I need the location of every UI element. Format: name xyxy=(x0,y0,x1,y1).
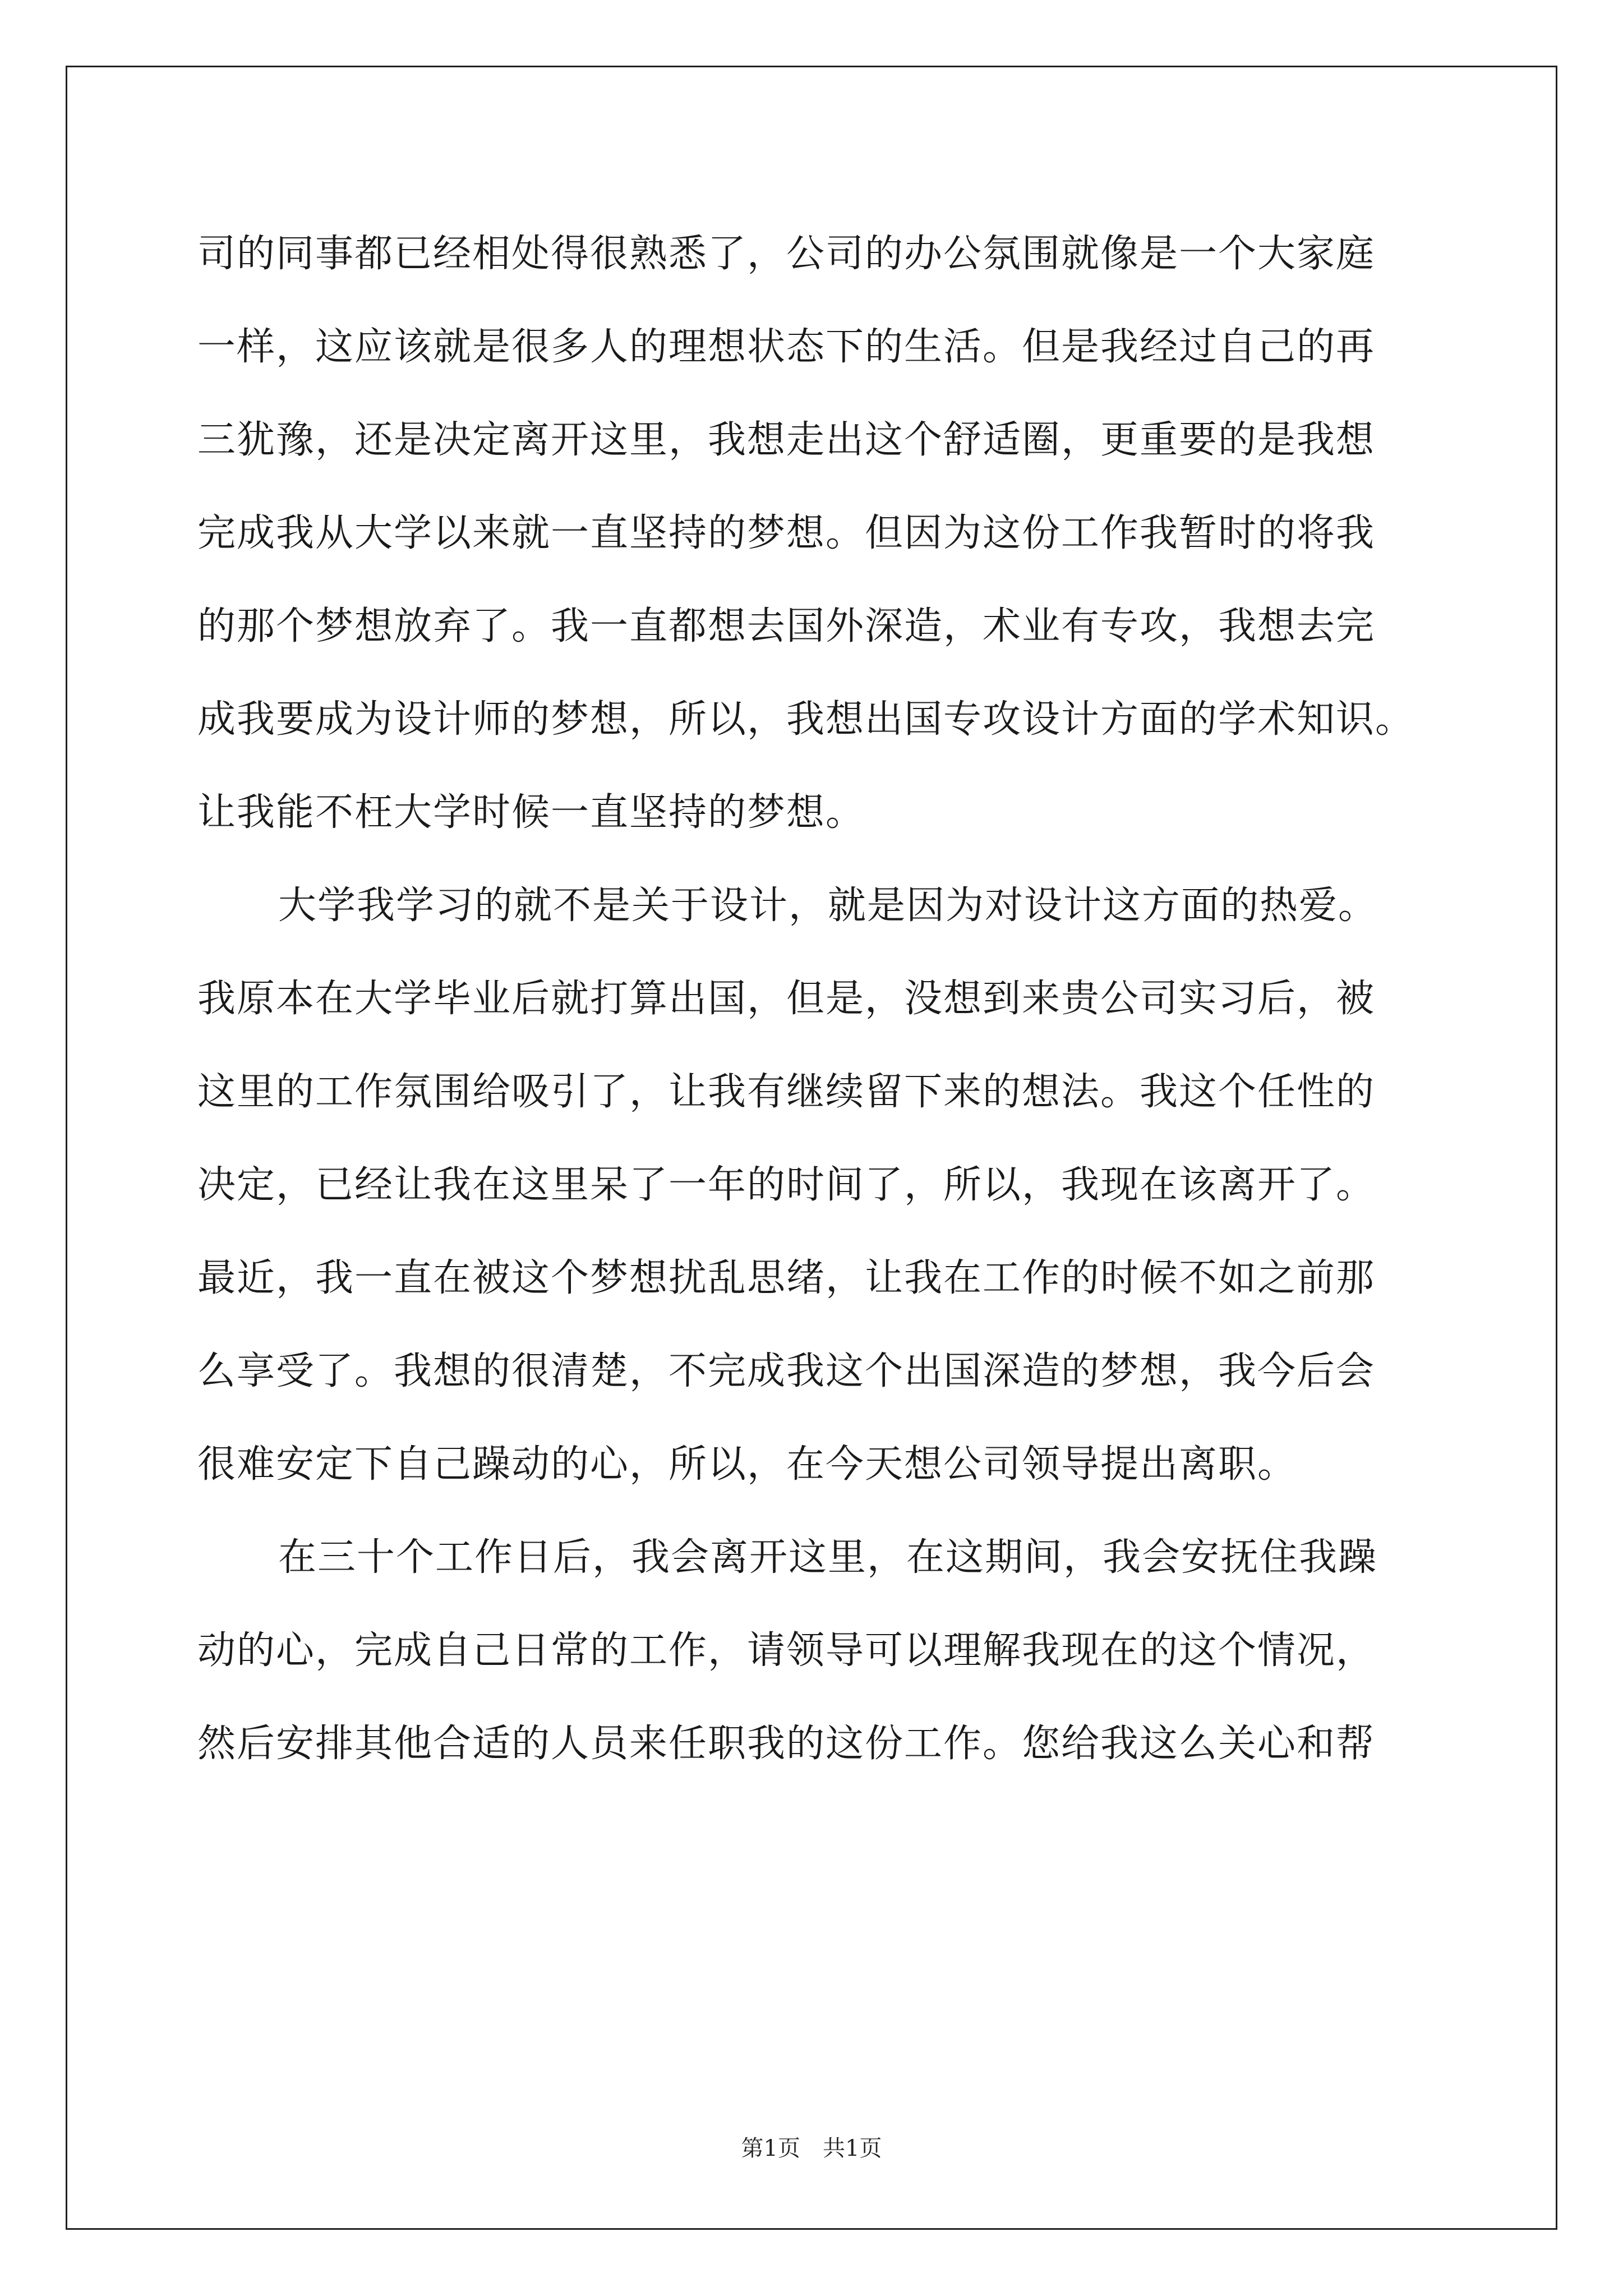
text-line: 三犹豫，还是决定离开这里，我想走出这个舒适圈，更重要的是我想 xyxy=(197,418,1376,462)
text-line: 的那个梦想放弃了。我一直都想去国外深造，术业有专攻，我想去完 xyxy=(197,604,1376,648)
page-footer: 第1页 共1页 xyxy=(741,2136,882,2161)
text-line: 一样，这应该就是很多人的理想状态下的生活。但是我经过自己的再 xyxy=(197,325,1376,369)
text-line: 然后安排其他合适的人员来任职我的这份工作。您给我这么关心和帮 xyxy=(197,1722,1376,1766)
text-line: 成我要成为设计师的梦想，所以，我想出国专攻设计方面的学术知识。 xyxy=(197,697,1415,742)
text-line: 完成我从大学以来就一直坚持的梦想。但因为这份工作我暂时的将我 xyxy=(197,511,1376,555)
text-line: 决定，已经让我在这里呆了一年的时间了，所以，我现在该离开了。 xyxy=(197,1163,1376,1207)
text-line: 我原本在大学毕业后就打算出国，但是，没想到来贵公司实习后，被 xyxy=(197,977,1376,1021)
paragraph-first-line: 大学我学习的就不是关于设计，就是因为对设计这方面的热爱。 xyxy=(278,884,1378,928)
text-line: 动的心，完成自己日常的工作，请领导可以理解我现在的这个情况， xyxy=(197,1628,1376,1673)
paragraph-first-line: 在三十个工作日后，我会离开这里，在这期间，我会安抚住我躁 xyxy=(278,1535,1378,1580)
text-line: 么享受了。我想的很清楚，不完成我这个出国深造的梦想，我今后会 xyxy=(197,1349,1376,1393)
text-line: 司的同事都已经相处得很熟悉了，公司的办公氛围就像是一个大家庭 xyxy=(197,232,1376,276)
text-line: 很难安定下自己躁动的心，所以，在今天想公司领导提出离职。 xyxy=(197,1442,1297,1487)
text-line: 最近，我一直在被这个梦想扰乱思绪，让我在工作的时候不如之前那 xyxy=(197,1256,1376,1300)
document-body xyxy=(197,208,1454,1791)
text-line: 让我能不枉大学时候一直坚持的梦想。 xyxy=(197,790,865,835)
text-line: 这里的工作氛围给吸引了，让我有继续留下来的想法。我这个任性的 xyxy=(197,1070,1376,1114)
